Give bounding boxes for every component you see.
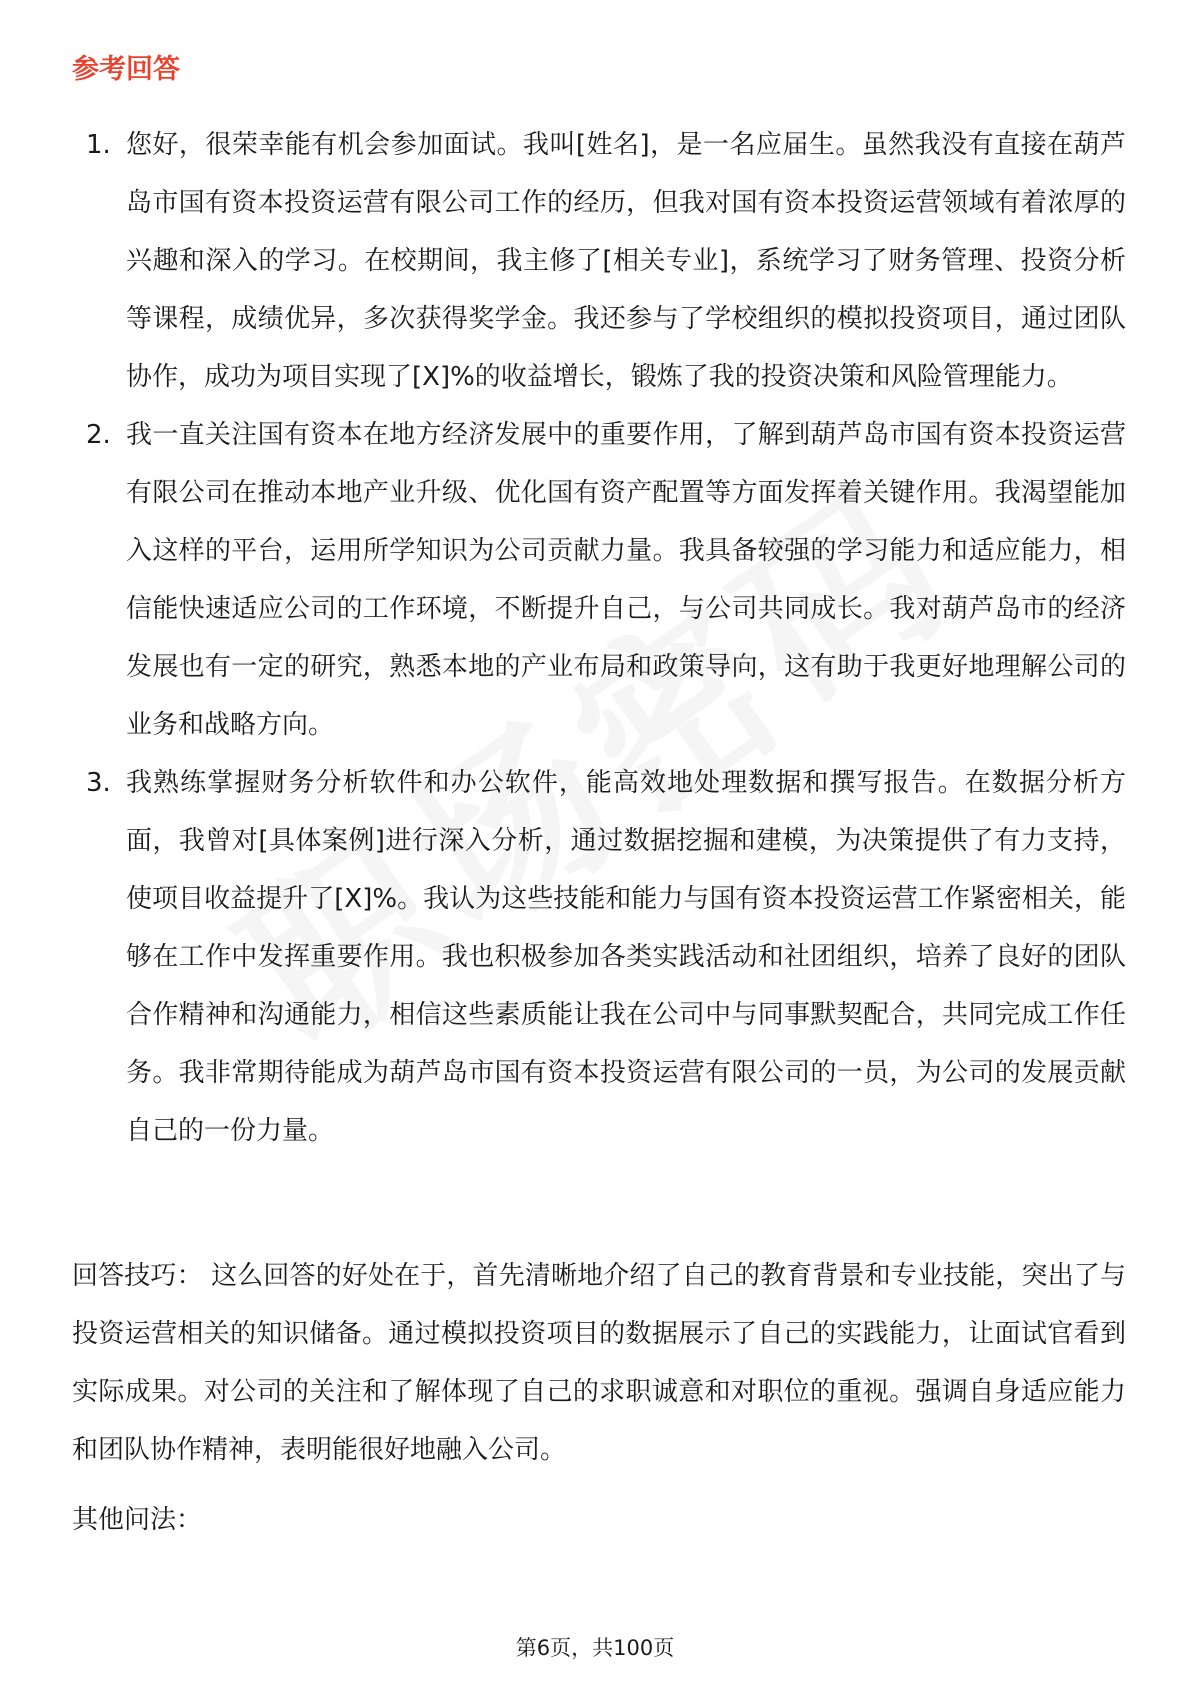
answer-item (86, 406, 1126, 754)
item-number: 3. (86, 768, 111, 798)
section-title: 参考回答 (72, 54, 180, 85)
other-phrasings-label: 其他问法： (72, 1505, 203, 1535)
item-text: 您好，很荣幸能有机会参加面试。我叫[姓名]，是一名应届生。虽然我没有直接在葫芦岛市国有资本投资运营有限公司工作的经历，但我对国有资本投资运营领域有着浓厚的兴趣和深入的学习。在校期间，我主修了[相关专业]，系统学习了财务管理、投资分析等课程，成绩优异，多次获得奖学金。我还参与了学校组织的模拟投资项目，通过团队协作，成功为项目实现了[X]%的收益增长，锻炼了我的投资决策和风险管理能力。 (126, 130, 1126, 392)
answer-tips: 回答技巧： 这么回答的好处在于，首先清晰地介绍了自己的教育背景和专业技能，突出了与投资运营相关的知识储备。通过模拟投资项目的数据展示了自己的实践能力，让面试官看到实际成果。对公司的关注和了解体现了自己的求职诚意和对职位的重视。强调自身适应能力和团队协作精神，表明能很好地融入公司。 (72, 1261, 1126, 1465)
page-footer: 第6页，共100页 (515, 1636, 675, 1660)
answer-list (86, 116, 1126, 1160)
item-number: 1. (86, 130, 111, 160)
item-number: 2. (86, 420, 111, 450)
answer-item (86, 754, 1126, 1160)
item-text: 我一直关注国有资本在地方经济发展中的重要作用，了解到葫芦岛市国有资本投资运营有限公司在推动本地产业升级、优化国有资产配置等方面发挥着关键作用。我渴望能加入这样的平台，运用所学知识为公司贡献力量。我具备较强的学习能力和适应能力，相信能快速适应公司的工作环境，不断提升自己，与公司共同成长。我对葫芦岛市的经济发展也有一定的研究，熟悉本地的产业布局和政策导向，这有助于我更好地理解公司的业务和战略方向。 (126, 420, 1126, 740)
answer-item (86, 116, 1126, 406)
item-text: 我熟练掌握财务分析软件和办公软件，能高效地处理数据和撰写报告。在数据分析方面，我曾对[具体案例]进行深入分析，通过数据挖掘和建模，为决策提供了有力支持，使项目收益提升了[X]%。我认为这些技能和能力与国有资本投资运营工作紧密相关，能够在工作中发挥重要作用。我也积极参加各类实践活动和社团组织，培养了良好的团队合作精神和沟通能力，相信这些素质能让我在公司中与同事默契配合，共同完成工作任务。我非常期待能成为葫芦岛市国有资本投资运营有限公司的一员，为公司的发展贡献自己的一份力量。 (126, 768, 1126, 1146)
